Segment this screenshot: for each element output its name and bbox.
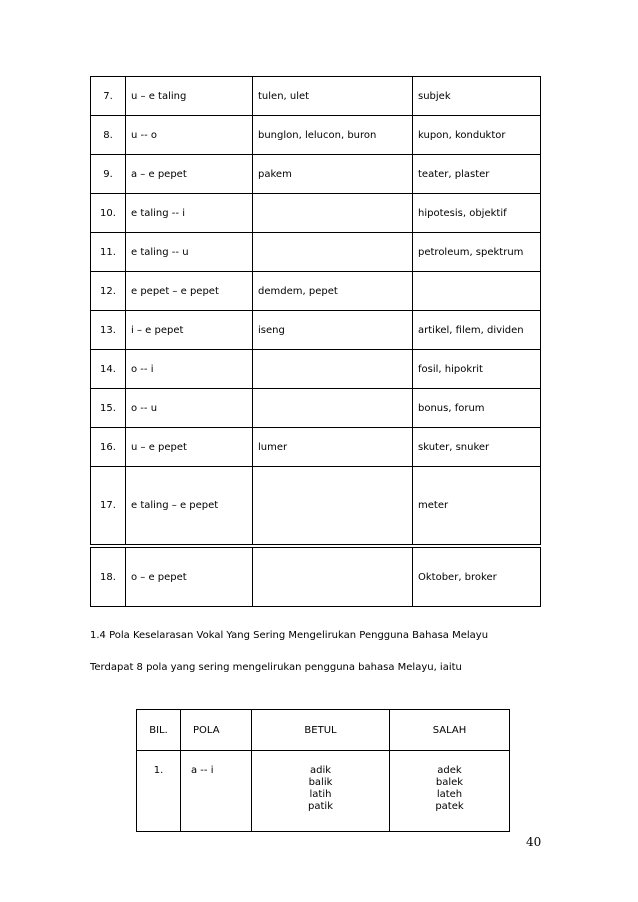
wrong-word: adek [437, 765, 462, 776]
row-number: 17. [91, 467, 126, 545]
row-number: 18. [91, 548, 126, 607]
row-number: 8. [91, 116, 126, 155]
intro-paragraph: Terdapat 8 pola yang sering mengelirukan pengguna bahasa Melayu, iaitu [90, 662, 462, 673]
page-number: 40 [526, 835, 542, 849]
section-heading: 1.4 Pola Keselarasan Vokal Yang Sering Mengelirukan Pengguna Bahasa Melayu [90, 630, 489, 641]
table-row [91, 116, 541, 155]
vowel-pattern-table-continued [90, 547, 541, 607]
example-cell: fosil, hipokrit [413, 350, 541, 389]
example-cell: bunglon, lelucon, buron [253, 116, 413, 155]
correct-word: balik [308, 777, 333, 788]
table-row [91, 548, 541, 607]
wrong-words-cell [390, 751, 510, 832]
table-row [91, 233, 541, 272]
wrong-word: balek [435, 777, 464, 788]
row-number: 13. [91, 311, 126, 350]
pattern-cell: e taling -- i [126, 194, 253, 233]
example-cell: subjek [413, 77, 541, 116]
table-row [91, 467, 541, 545]
wrong-word: lateh [436, 789, 463, 800]
example-cell [253, 467, 413, 545]
pattern-cell: u -- o [126, 116, 253, 155]
table-row [91, 155, 541, 194]
example-cell: bonus, forum [413, 389, 541, 428]
example-cell: tulen, ulet [253, 77, 413, 116]
row-number: 9. [91, 155, 126, 194]
row-number: 12. [91, 272, 126, 311]
table-row [91, 194, 541, 233]
pattern-cell: a – e pepet [126, 155, 253, 194]
pattern-cell: i – e pepet [126, 311, 253, 350]
table-row [91, 272, 541, 311]
table-row [91, 311, 541, 350]
row-number: 16. [91, 428, 126, 467]
example-cell: demdem, pepet [253, 272, 413, 311]
example-cell [253, 233, 413, 272]
example-cell: artikel, filem, dividen [413, 311, 541, 350]
row-number: 11. [91, 233, 126, 272]
row-number: 14. [91, 350, 126, 389]
wrong-word: patek [435, 801, 464, 812]
example-cell: teater, plaster [413, 155, 541, 194]
pattern-cell: e taling -- u [126, 233, 253, 272]
example-cell: kupon, konduktor [413, 116, 541, 155]
confusing-patterns-table [136, 709, 510, 832]
table-row [137, 751, 510, 832]
pattern-cell: o -- u [126, 389, 253, 428]
correct-word: patik [308, 801, 333, 812]
pattern-cell: o – e pepet [126, 548, 253, 607]
example-cell [253, 350, 413, 389]
pattern-cell: u – e pepet [126, 428, 253, 467]
header-bil: BIL. [137, 710, 181, 751]
example-cell: hipotesis, objektif [413, 194, 541, 233]
example-cell: pakem [253, 155, 413, 194]
pattern-cell: e taling – e pepet [126, 467, 253, 545]
example-cell [253, 194, 413, 233]
pattern-cell: a -- i [181, 751, 252, 832]
vowel-pattern-table [90, 76, 541, 545]
row-number: 10. [91, 194, 126, 233]
header-salah: SALAH [390, 710, 510, 751]
example-cell: skuter, snuker [413, 428, 541, 467]
pattern-cell: o -- i [126, 350, 253, 389]
pattern-cell: e pepet – e pepet [126, 272, 253, 311]
example-cell [253, 548, 413, 607]
row-number: 7. [91, 77, 126, 116]
example-cell: iseng [253, 311, 413, 350]
example-cell [413, 272, 541, 311]
table-header-row [137, 710, 510, 751]
correct-words-cell [252, 751, 390, 832]
table-row [91, 77, 541, 116]
row-number: 15. [91, 389, 126, 428]
example-cell: meter [413, 467, 541, 545]
correct-word: latih [309, 789, 332, 800]
example-cell [253, 389, 413, 428]
row-number: 1. [137, 751, 181, 832]
header-betul: BETUL [252, 710, 390, 751]
correct-word: adik [309, 765, 332, 776]
table-row [91, 389, 541, 428]
header-pola: POLA [181, 710, 252, 751]
example-cell: petroleum, spektrum [413, 233, 541, 272]
example-cell: Oktober, broker [413, 548, 541, 607]
example-cell: lumer [253, 428, 413, 467]
table-row [91, 350, 541, 389]
table-row [91, 428, 541, 467]
pattern-cell: u – e taling [126, 77, 253, 116]
